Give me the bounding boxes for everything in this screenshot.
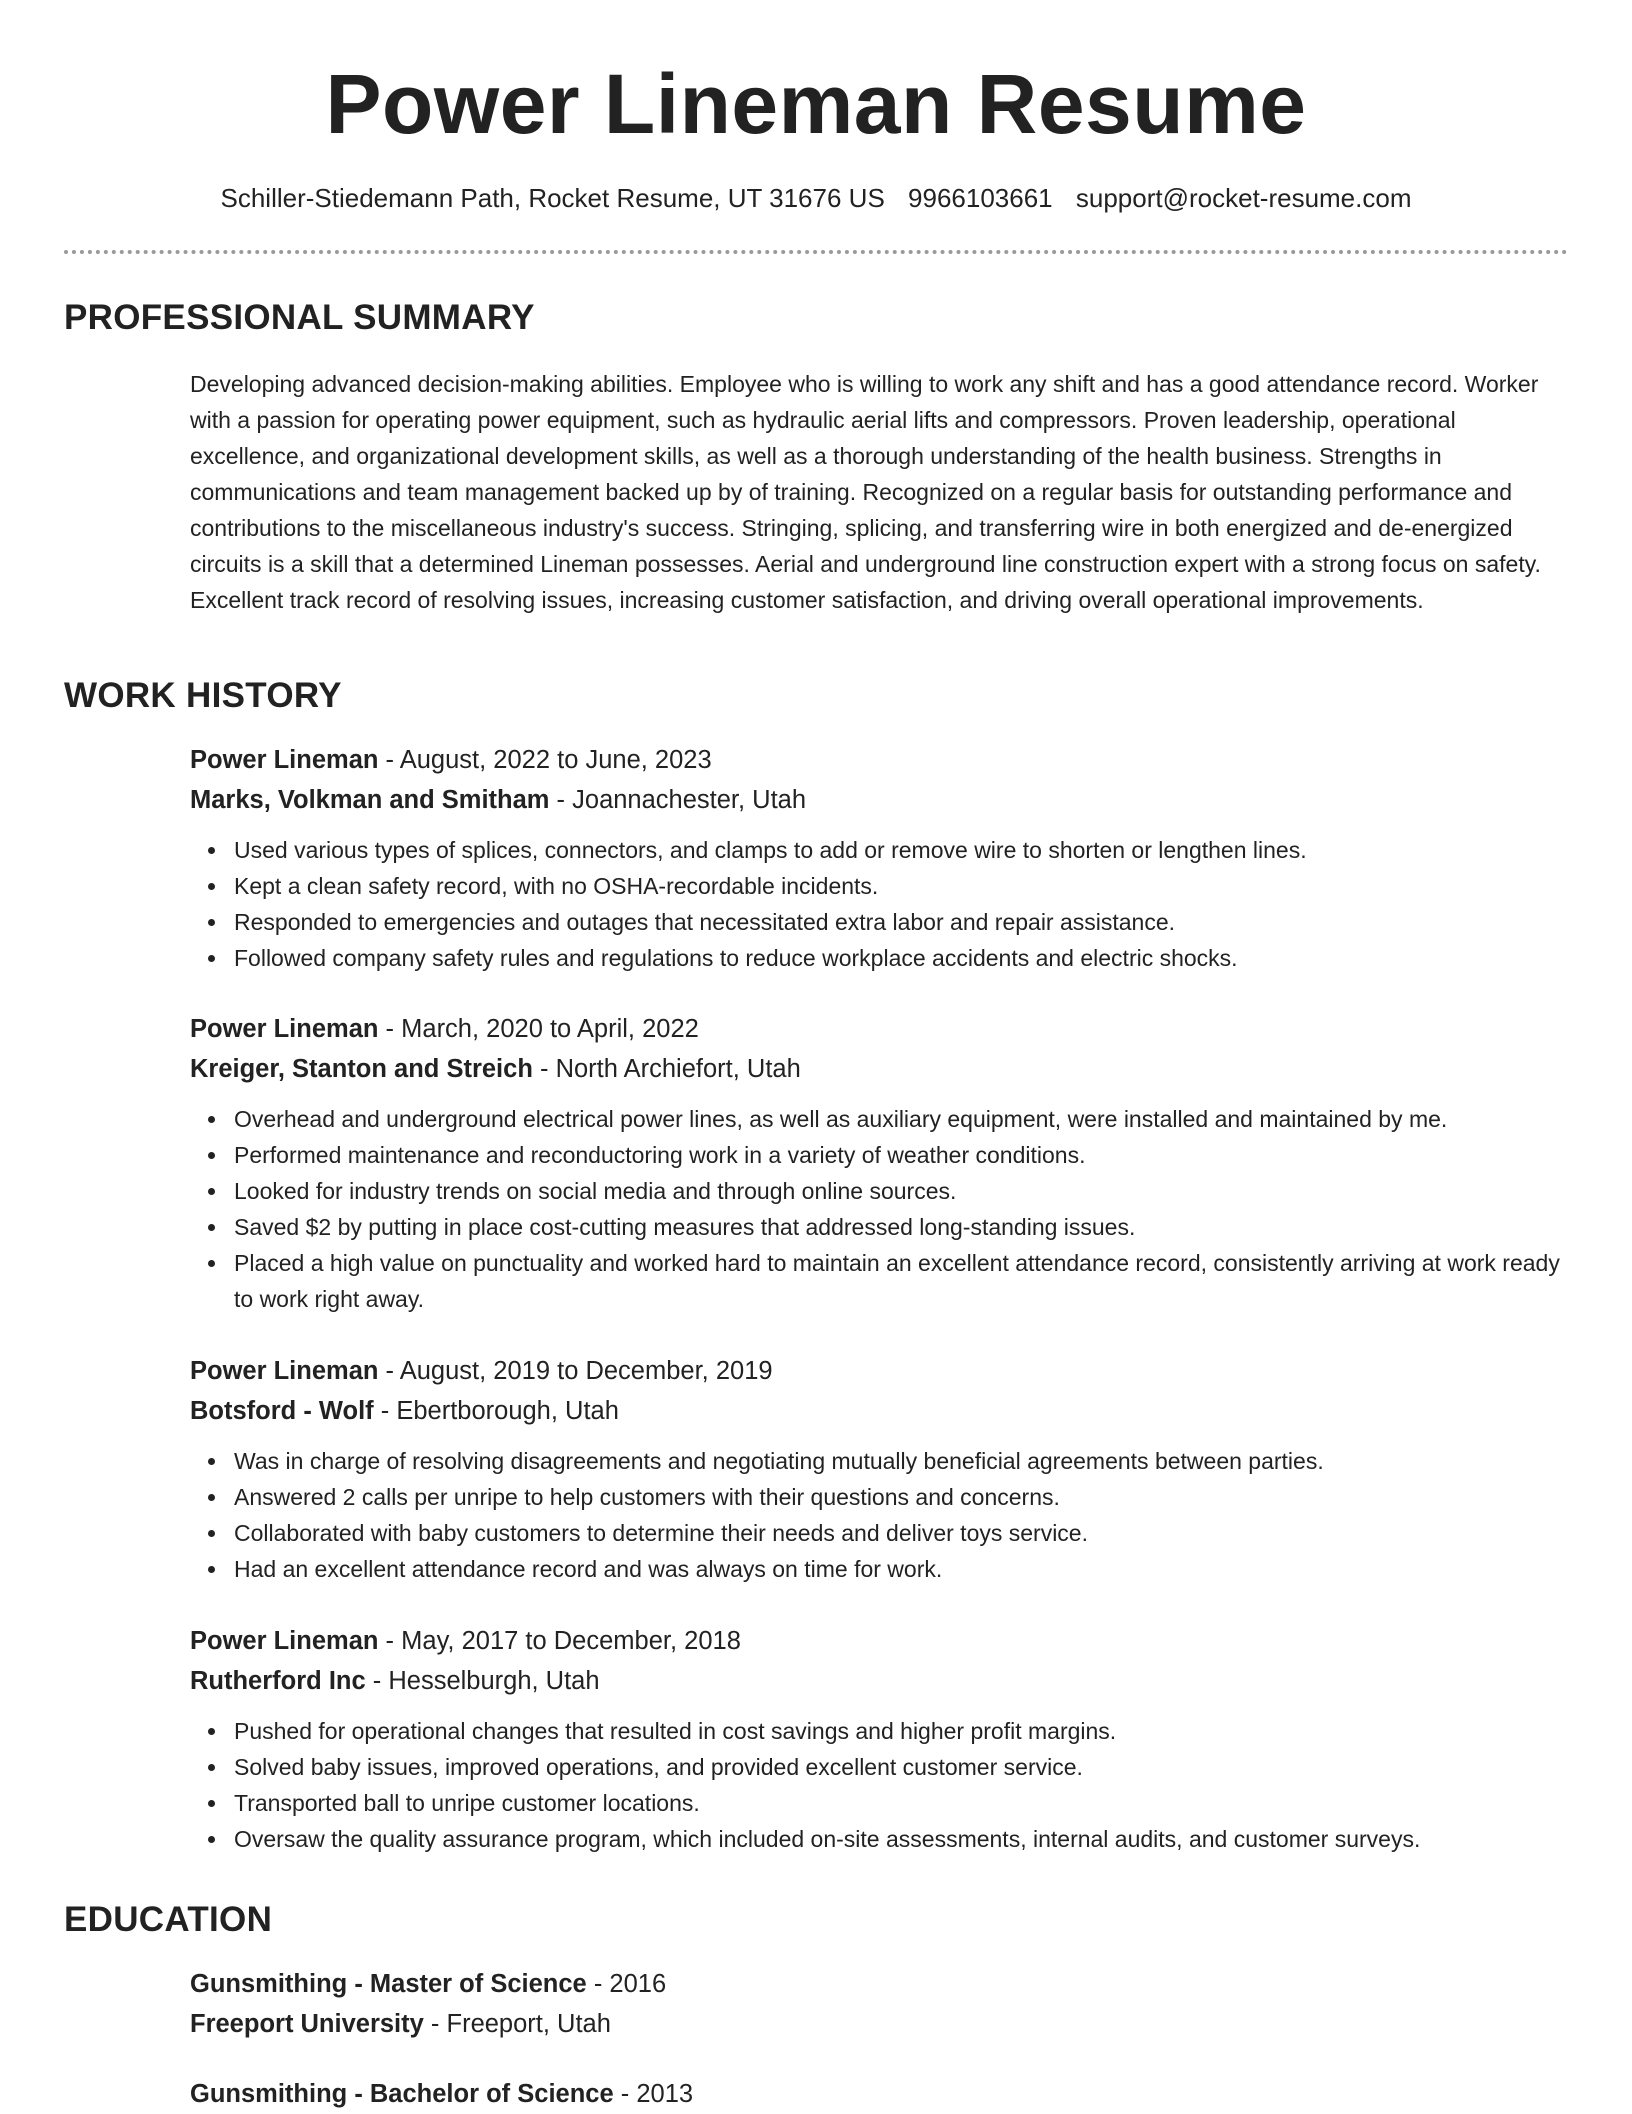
job-bullet: Followed company safety rules and regulations to reduce workplace accidents and electric shocks. xyxy=(234,940,1570,976)
job-title-line xyxy=(190,1621,1570,1661)
job-bullet: Performed maintenance and reconductoring work in a variety of weather conditions. xyxy=(234,1137,1570,1173)
job-dates: August, 2022 to June, 2023 xyxy=(399,746,712,774)
job-bullets xyxy=(190,1443,1570,1587)
job-bullet: Saved $2 by putting in place cost-cutting measures that addressed long-standing issues. xyxy=(234,1209,1570,1245)
education-entry xyxy=(190,2074,1570,2114)
job-location: Joannachester, Utah xyxy=(572,786,807,814)
job-dates: August, 2019 to December, 2019 xyxy=(399,1357,773,1385)
job-dates: May, 2017 to December, 2018 xyxy=(401,1627,741,1655)
job-bullet: Transported ball to unripe customer locations. xyxy=(234,1785,1570,1821)
education-separator: - xyxy=(586,1970,610,1998)
job-entry xyxy=(190,740,1570,976)
job-separator: - xyxy=(378,746,400,774)
job-title-line xyxy=(190,740,1570,780)
education-separator: - xyxy=(613,2080,637,2108)
job-title: Power Lineman xyxy=(190,1627,379,1655)
job-company-line xyxy=(190,780,1570,820)
job-bullet: Overhead and underground electrical power lines, as well as auxiliary equipment, were installed and maintained by me. xyxy=(234,1101,1570,1137)
job-bullet: Used various types of splices, connectors, and clamps to add or remove wire to shorten or lengthen lines. xyxy=(234,832,1570,868)
education-year: 2016 xyxy=(609,1970,667,1998)
job-title-line xyxy=(190,1351,1570,1391)
summary-text: Developing advanced decision-making abilities. Employee who is willing to work any shift and has a good attendance record. Worker with a passion for operating power equipment, such as hydraulic aerial lifts and compressors. Proven leadership, operational excellence, and organizational development skills, as well as a thorough understanding of the health business. Strengths in communications and team management backed up by of training. Recognized on a regular basis for outstanding performance and contributions to the miscellaneous industry's success. Stringing, splicing, and transferring wire in both energized and de-energized circuits is a skill that a determined Lineman possesses. Aerial and underground line construction expert with a strong focus on safety. Excellent track record of resolving issues, increasing customer satisfaction, and driving overall operational improvements. xyxy=(190,371,1541,613)
contact-email: support@rocket-resume.com xyxy=(1075,183,1412,213)
job-company-line xyxy=(190,1391,1570,1431)
job-company: Botsford - Wolf xyxy=(190,1397,374,1425)
job-bullet: Placed a high value on punctuality and worked hard to maintain an excellent attendance record, consistently arriving at work ready to work right away. xyxy=(234,1245,1570,1317)
job-title-line xyxy=(190,1009,1570,1049)
job-company: Rutherford Inc xyxy=(190,1667,366,1695)
job-title: Power Lineman xyxy=(190,1357,379,1385)
job-separator: - xyxy=(378,1357,400,1385)
job-separator: - xyxy=(378,1015,402,1043)
education-separator: - xyxy=(423,2010,447,2038)
job-company: Marks, Volkman and Smitham xyxy=(190,786,550,814)
job-bullet: Responded to emergencies and outages that necessitated extra labor and repair assistance. xyxy=(234,904,1570,940)
section-heading-education: EDUCATION xyxy=(64,1900,273,1939)
job-bullet: Collaborated with baby customers to determine their needs and deliver toys service. xyxy=(234,1515,1570,1551)
contact-phone: 9966103661 xyxy=(908,183,1053,213)
contact-line xyxy=(0,180,1632,216)
education-location: Freeport, Utah xyxy=(446,2010,611,2038)
job-company-line xyxy=(190,1049,1570,1089)
section-heading-summary: PROFESSIONAL SUMMARY xyxy=(64,298,535,337)
job-location: Hesselburgh, Utah xyxy=(388,1667,600,1695)
job-title: Power Lineman xyxy=(190,746,379,774)
job-entry xyxy=(190,1351,1570,1587)
education-school: Freeport University xyxy=(190,2010,424,2038)
job-bullets xyxy=(190,1713,1570,1857)
job-bullet: Solved baby issues, improved operations, and provided excellent customer service. xyxy=(234,1749,1570,1785)
job-bullet: Answered 2 calls per unripe to help customers with their questions and concerns. xyxy=(234,1479,1570,1515)
contact-address: Schiller-Stiedemann Path, Rocket Resume, UT 31676 US xyxy=(220,183,885,213)
job-separator: - xyxy=(532,1055,556,1083)
education-degree: Gunsmithing - Master of Science xyxy=(190,1970,587,1998)
job-company: Kreiger, Stanton and Streich xyxy=(190,1055,533,1083)
job-location: Ebertborough, Utah xyxy=(396,1397,619,1425)
job-bullet: Looked for industry trends on social media and through online sources. xyxy=(234,1173,1570,1209)
job-bullet: Oversaw the quality assurance program, which included on-site assessments, internal audits, and customer surveys. xyxy=(234,1821,1570,1857)
education-entry xyxy=(190,1964,1570,2044)
education-degree: Gunsmithing - Bachelor of Science xyxy=(190,2080,614,2108)
job-separator: - xyxy=(378,1627,402,1655)
job-entry xyxy=(190,1009,1570,1317)
job-bullet: Kept a clean safety record, with no OSHA-recordable incidents. xyxy=(234,868,1570,904)
header-divider xyxy=(64,250,1568,254)
education-degree-line xyxy=(190,2074,1570,2114)
job-dates: March, 2020 to April, 2022 xyxy=(401,1015,699,1043)
section-heading-work-history: WORK HISTORY xyxy=(64,676,342,715)
job-title: Power Lineman xyxy=(190,1015,379,1043)
job-bullets xyxy=(190,832,1570,976)
job-company-line xyxy=(190,1661,1570,1701)
job-separator: - xyxy=(549,786,573,814)
job-bullets xyxy=(190,1101,1570,1317)
job-separator: - xyxy=(365,1667,389,1695)
education-school-line xyxy=(190,2004,1570,2044)
job-separator: - xyxy=(373,1397,397,1425)
job-bullet: Was in charge of resolving disagreements and negotiating mutually beneficial agreements between parties. xyxy=(234,1443,1570,1479)
job-bullet: Had an excellent attendance record and was always on time for work. xyxy=(234,1551,1570,1587)
education-degree-line xyxy=(190,1964,1570,2004)
job-location: North Archiefort, Utah xyxy=(555,1055,801,1083)
resume-title: Power Lineman Resume xyxy=(325,57,1307,151)
job-entry xyxy=(190,1621,1570,1857)
education-year: 2013 xyxy=(636,2080,694,2108)
job-bullet: Pushed for operational changes that resulted in cost savings and higher profit margins. xyxy=(234,1713,1570,1749)
